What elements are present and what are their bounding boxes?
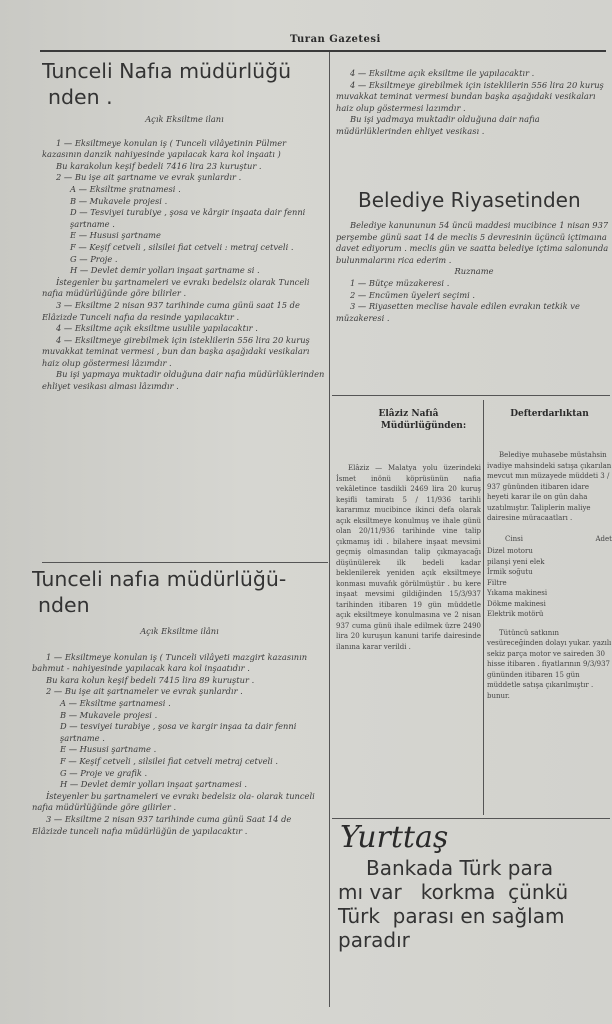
list-item: Filtre (487, 578, 507, 587)
list-item: Yıkama makinesi (487, 589, 548, 597)
ad-line: Bankada Türk para (366, 856, 554, 880)
agenda-item: 2 — Encümen üyeleri seçimi . (350, 289, 476, 300)
list-item: İrmik soğutu (487, 568, 533, 576)
article-item: F — Keşif cetveli , silsilei fiat cetveli metraj cetveli . (60, 755, 279, 766)
article-paragraph: Bu kara kolun keşif bedeli 7415 lira 89 kuruştur . (46, 674, 255, 685)
agenda-item: 3 — Riyasetten meclise havale edilen evrakın tetkik ve müzakeresi . (336, 301, 580, 323)
belediye-ilan (336, 186, 612, 391)
article-title-cont: nden (38, 593, 90, 617)
list-item: Elektrik motörü (487, 610, 544, 618)
article-paragraph: İsteyenler bu şartnameleri ve evrakı bedelsiz ola- olarak tunceli nafıa müdürlüğünde göre gilirler . (32, 790, 315, 813)
newspaper-name: Turan Gazetesi (290, 34, 381, 45)
article-item: G — Proje . (70, 253, 118, 264)
ad-title: Yurttaş (340, 820, 449, 855)
agenda-item: 1 — Bütçe müzakeresi . (350, 277, 450, 288)
article-body: Belediye muhasebe müstahsin ivadiye mahsindeki satışa çıkarılan mevcut mın müzayede müddeti 3 / 937 gününden itibaren idare heyeti karar ile on gün daha uzatılmıştır. Taliplerin maliye dairesine müracaatları . (487, 451, 612, 522)
article-item: H — Devlet demir yolları inşaat şartname si . (70, 265, 260, 276)
column-header-count: Adet (595, 534, 612, 543)
article-paragraph: Bu işi yadmaya muktadir olduğuna dair nafıa müdürlüklerinden ehliyet vesikası . (336, 114, 540, 136)
article-item: H — Devlet demir yolları inşaat şartnamesi . (60, 779, 248, 790)
article-title-cont: Müdürlüğünden: (380, 421, 467, 431)
tunceli-ilan-continued (336, 68, 612, 178)
article-title: Belediye Riyasetinden (358, 188, 581, 212)
list-item: Dökme makinesi (487, 599, 546, 608)
article-body: Tütüncü satkının vesüreceğinden dolayı yukar. yazılı sekiz parça motor ve saireden 30 hisse itibaren . fiyatlarının 9/3/937 gününden itibaren 15 gün müddetle satışa çıkarılmıştır . bunur. (487, 628, 612, 700)
article-item: E — Hususi şartname (70, 230, 161, 241)
column-divider (329, 52, 330, 1007)
article-body: Elâziz — Malatya yolu üzerindeki İsmet inönü köprüsünün nafia vekâletince tasdikli 2469 lira 20 kuruş keşifli tamiratı 5 / 11/936 tarihli kararımız mucibince ikinci defa olarak açık eksiltmeye konulmuş ve ihale günü olan 20/11/936 tarihinde vine talip çıkmamış idi . bilahere inşaat mevsimi geçmiş olmasından talip çıkmayacağı düşünülerek ilk bedeli kadar beklenilerek yeniden açık eksiltmeye konması muvafık görülmüştür . bu kere inşaat mevsimi gildiğinden 15/3/937 tarihinden itibaren 19 gün müddetle açık eksiltmeye konulmasına ve 2 nisan 937 cuma günü ihale edilmek üzre 2490 lira 20 kuruşun kanuni tarife dairesinde ilanına karar verildi . (336, 464, 481, 651)
defterdarlik-ilan (487, 408, 612, 813)
article-paragraph: Bu karakolun keşif bedeli 7416 lira 23 kuruştur . (56, 160, 262, 171)
article-subtitle: Açık Eksiltme ilanı (145, 114, 224, 124)
article-item: G — Proje ve grafik . (60, 767, 148, 778)
article-paragraph: Bu işi yapmaya muktadir olduğuna dair nafıa müdürlüklerinden ehliyet vesikası alması lâzımdır . (42, 369, 325, 392)
article-title: Defterdarlıktan (510, 409, 589, 419)
article-paragraph: 4 — Eksiltmeye girebilmek için isteklilerin 556 lira 20 kuruş muvakkat teminat vermesi , bun dan başka aşağıdaki vesikaları haiz olup göstermesi lâzımdır . (42, 334, 310, 368)
article-paragraph: 4 — Eksiltmeye girebilmek için isteklilerin 556 lira 20 kuruş muvakkat teminat vermesi bundan başka aşağıdaki vesikaları haiz olup göstermesi lazımdır . (336, 79, 604, 113)
section-divider (332, 818, 610, 819)
section-divider (42, 562, 328, 563)
ad-line: paradır (338, 928, 410, 952)
tunceli-ilan-1 (42, 58, 327, 558)
column-header-type: Cinsi (505, 534, 523, 543)
list-item: pilanşi yeni elek (487, 557, 545, 566)
article-item: A — Eksiltme şratnamesi . (70, 183, 181, 194)
article-paragraph: 2 — Bu işe ait şartname ve evrak şunlardır . (56, 172, 242, 183)
article-item: B — Mukavele projesi . (70, 195, 168, 206)
column-divider (483, 400, 484, 815)
article-item: D — tesviyei turabiye , şosa ve kargir inşaa ta dair fenni şartname . (60, 721, 297, 743)
article-paragraph: 1 — Eksiltmeye konulan iş ( Tunceli vilâyetinin Pülmer kazasının danzik nahiyesinde yapılacak kara kol inşaatı ) (42, 137, 287, 160)
article-item: B — Mukavele projesi . (60, 709, 158, 720)
article-title: Elâziz Nafıâ (378, 409, 439, 419)
ad-line: Türk parası en sağlam (338, 904, 565, 928)
article-title-cont: nden . (48, 85, 113, 109)
masthead (40, 34, 606, 52)
article-paragraph: Belediye kanununun 54 üncü maddesi mucibince 1 nisan 937 perşembe günü saat 14 de meclis 5 devresinin üçüncü içtimaına davet ediyorum . meclis gün ve saatta belediye içtima salonunda bulunmalarını rica ederim . (336, 220, 609, 265)
yurttas-ad (336, 820, 612, 970)
article-paragraph: İstegenler bu şartnameleri ve evrakı bedelsiz olarak Tunceli nafıa müdürlüğünde göre bilirler . (42, 276, 310, 299)
elaziz-nafia-ilan (336, 408, 481, 808)
table-header (487, 534, 612, 545)
tunceli-ilan-2 (32, 566, 327, 1006)
article-paragraph: 3 — Eksiltme 2 nisan 937 tarihinde cuma günü saat 15 de Elâzizde Tunceli nafıa da resinde yapılacaktır . (42, 299, 300, 322)
article-item: E — Hususi şartname . (60, 744, 157, 755)
article-title: Tunceli Nafıa müdürlüğü (42, 59, 292, 83)
article-subtitle: Açık Eksiltme ilânı (140, 626, 219, 636)
article-paragraph: 1 — Eksiltmeye konulan iş ( Tunceli vilâyeti mazgirt kazasının bahmut - nahiyesinde yapılacak kara kol inşaatıdır . (32, 651, 308, 674)
article-paragraph: 4 — Eksiltme açık eksiltme usulile yapılacaktır . (56, 323, 258, 334)
section-divider (332, 395, 610, 396)
article-item: D — Tesviyei turabiye , şosa ve kârgir inşaata dair fenni şartname . (70, 207, 306, 229)
article-paragraph: 4 — Eksiltme açık eksiltme ile yapılacaktır . (350, 68, 535, 78)
article-item: A — Eksiltme şartnamesi . (60, 697, 171, 708)
article-item: F — Keşif cetveli , silsilei fiat cetveli : metraj cetveli . (70, 241, 294, 252)
ad-line: mı var korkma çünkü (338, 880, 569, 904)
agenda-heading: Ruzname (454, 266, 494, 277)
article-paragraph: 2 — Bu işe ait şartnameler ve evrak şunlardır . (46, 686, 243, 697)
list-item: Dizel motoru (487, 547, 533, 555)
article-title: Tunceli nafıa müdürlüğü- (32, 567, 287, 591)
article-paragraph: 3 — Eksiltme 2 nisan 937 tarihinde cuma günü Saat 14 de Elâzizde tunceli nafıa müdürlüğün de yapılacaktır . (32, 813, 292, 836)
